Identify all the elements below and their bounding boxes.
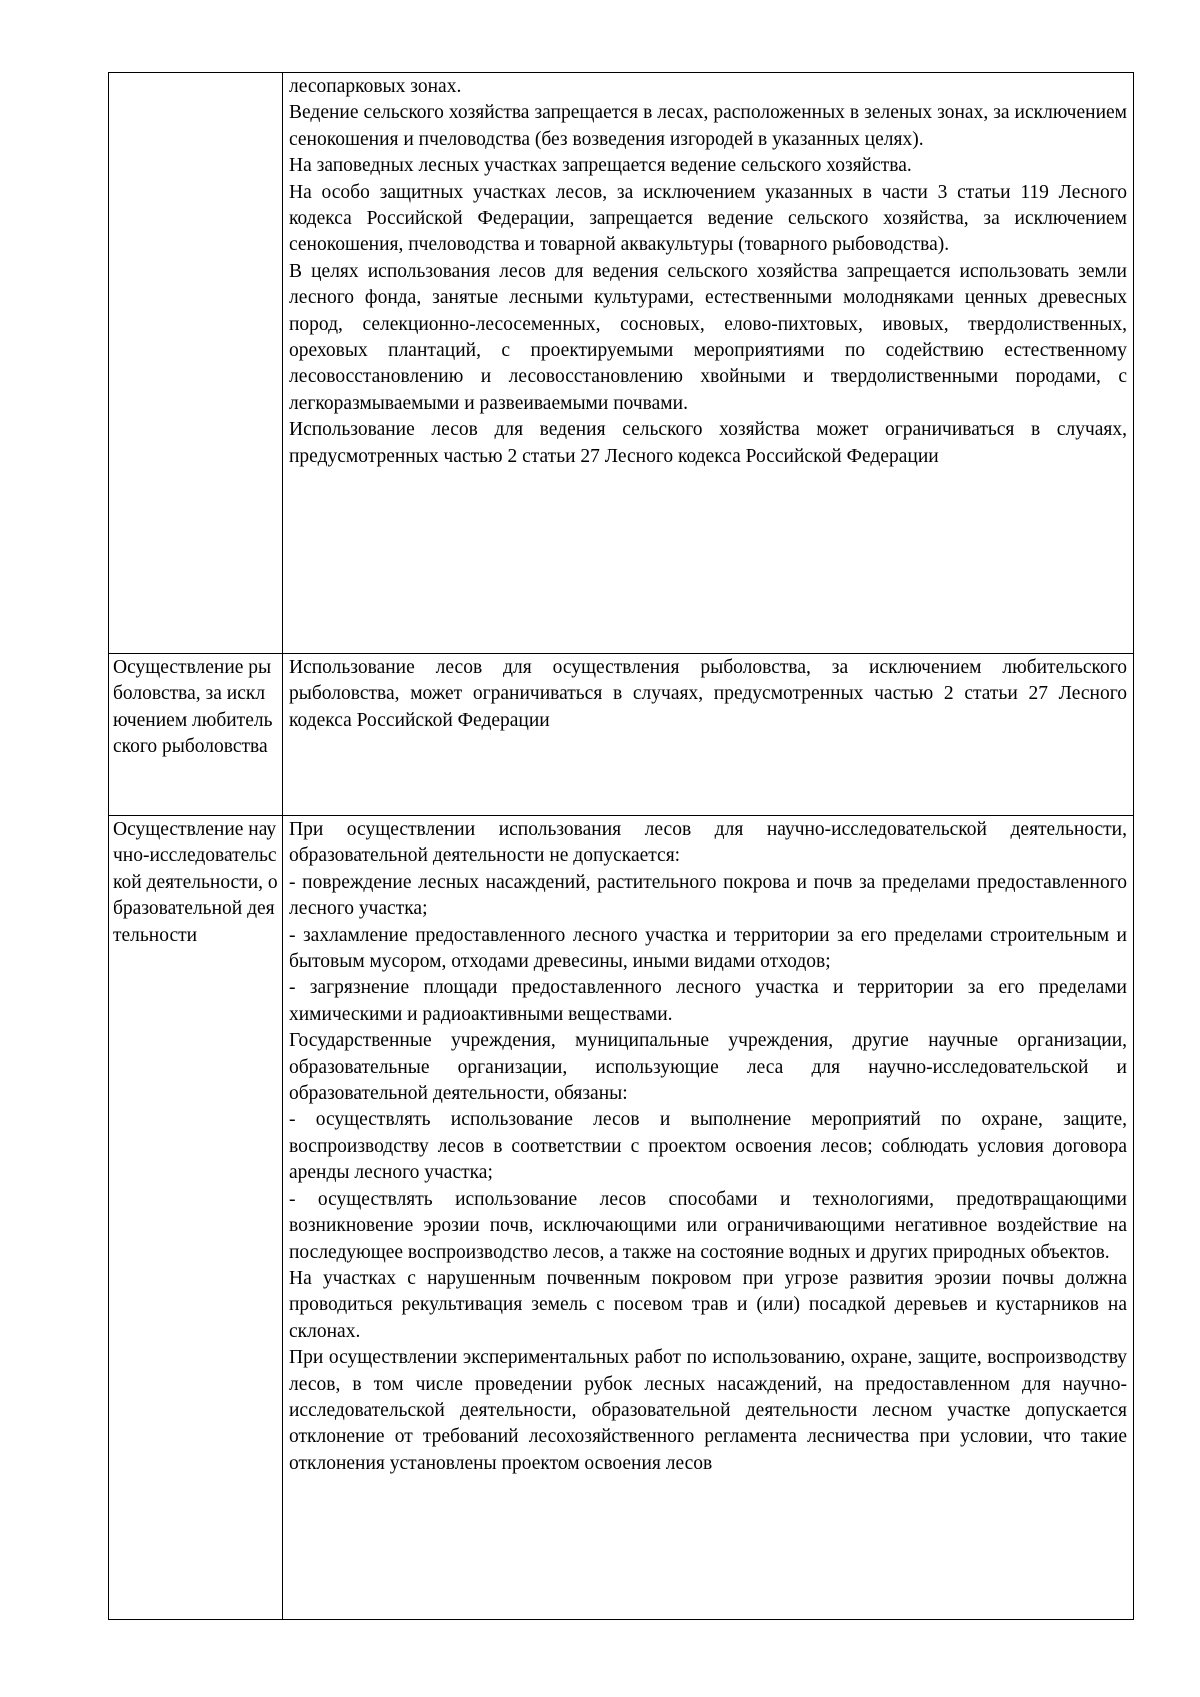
- paragraph: Использование лесов для осуществления рыболовства, за исключением любительского рыболовства, может ограничиваться в случаях, предусмотренных частью 2 статьи 27 Лесного кодекса Российской Федерации: [289, 657, 1127, 731]
- paragraph: При осуществлении экспериментальных работ по использованию, охране, защите, воспроизводству лесов, в том числе проведении рубок лесных насаждений, на предоставленном для научно-исследовательской деятельности, образовательной деятельности лесном участке допускается отклонение от требований лесохозяйственного регламента лесничества при условии, что такие отклонения установлены проектом освоения лесов: [289, 1347, 1127, 1474]
- paragraph: Использование лесов для ведения сельского хозяйства может ограничиваться в случаях, предусмотренных частью 2 статьи 27 Лесного кодекса Российской Федерации: [289, 419, 1127, 467]
- requirements-cell: [283, 73, 1134, 654]
- table-row: [109, 73, 1134, 654]
- paragraph: При осуществлении использования лесов для научно-исследовательской деятельности, образовательной деятельности не допускается:: [289, 819, 1127, 867]
- paragraph: На особо защитных участках лесов, за исключением указанных в части 3 статьи 119 Лесного кодекса Российской Федерации, запрещается ведение сельского хозяйства, за исключением сенокошения, пчеловодства и товарной аквакультуры (товарного рыбоводства).: [289, 181, 1127, 256]
- paragraph: На участках с нарушенным почвенным покровом при угрозе развития эрозии почвы должна проводиться рекультивация земель с посевом трав и (или) посадкой деревьев и кустарников на склонах.: [289, 1267, 1127, 1342]
- paragraph: - загрязнение площади предоставленного лесного участка и территории за его пределами химическими и радиоактивными веществами.: [289, 977, 1127, 1025]
- paragraph: На заповедных лесных участках запрещается ведение сельского хозяйства.: [289, 155, 912, 177]
- table-row: [109, 816, 1134, 1620]
- requirements-cell: [283, 654, 1134, 816]
- activity-cell: [109, 73, 283, 654]
- regulation-table: [108, 72, 1134, 1620]
- paragraph: В целях использования лесов для ведения сельского хозяйства запрещается использовать земли лесного фонда, занятые лесными культурами, естественными молодняками ценных древесных пород, селекционно-лесосеменных, сосновых, елово-пихтовых, ивовых, твердолиственных, ореховых плантаций, с проектируемыми мероприятиями по содействию естественному лесовосстановлению и лесовосстановлению хвойными и твердолиственными породами, с легкоразмываемыми и развеиваемыми почвами.: [289, 260, 1127, 414]
- paragraph: - осуществлять использование лесов способами и технологиями, предотвращающими возникновение эрозии почв, исключающими или ограничивающими негативное воздействие на последующее воспроизводство лесов, а также на состояние водных и других природных объектов.: [289, 1188, 1127, 1263]
- paragraph: Государственные учреждения, муниципальные учреждения, другие научные организации, образовательные организации, использующие леса для научно-исследовательской и образовательной деятельности, обязаны:: [289, 1030, 1127, 1105]
- paragraph: - осуществлять использование лесов и выполнение мероприятий по охране, защите, воспроизводству лесов в соответствии с проектом освоения лесов; соблюдать условия договора аренды лесного участка;: [289, 1109, 1127, 1184]
- paragraph: Ведение сельского хозяйства запрещается в лесах, расположенных в зеленых зонах, за исключением сенокошения и пчеловодства (без возведения изгородей в указанных целях).: [289, 102, 1127, 150]
- table-row: [109, 654, 1134, 816]
- activity-cell: Осуществление научно-исследовательской деятельности, образовательной деятельности: [109, 816, 283, 1620]
- requirements-cell: [283, 816, 1134, 1620]
- paragraph: - захламление предоставленного лесного участка и территории за его пределами строительным и бытовым мусором, отходами древесины, иными видами отходов;: [289, 924, 1127, 973]
- paragraph: лесопарковых зонах.: [289, 76, 462, 97]
- paragraph: - повреждение лесных насаждений, растительного покрова и почв за пределами предоставленного лесного участка;: [289, 871, 1127, 920]
- activity-cell: Осуществление рыболовства, за исключением любительского рыболовства: [109, 654, 283, 816]
